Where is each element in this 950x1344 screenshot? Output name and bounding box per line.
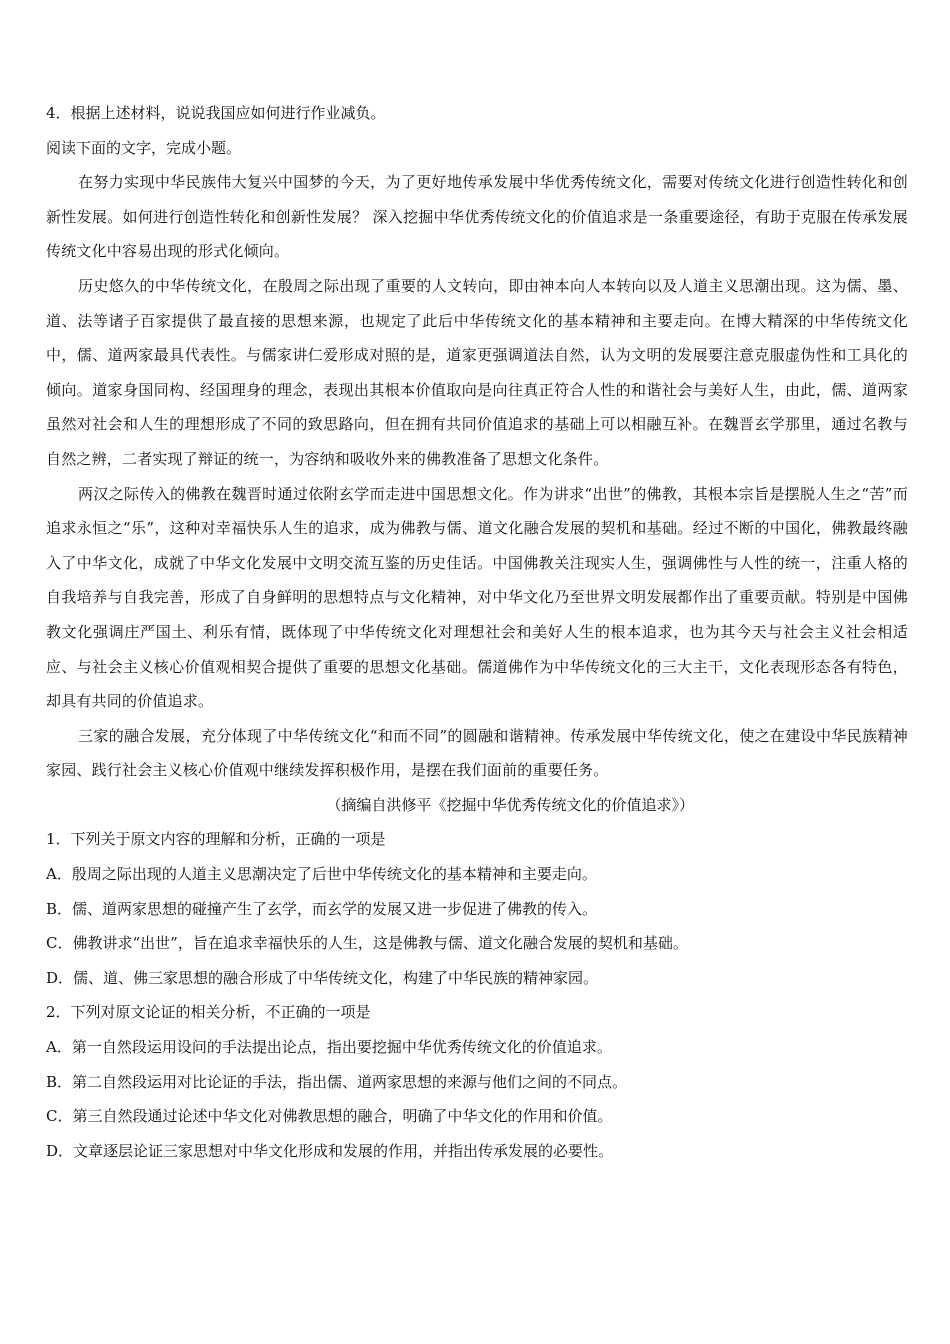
option-d: D．文章逐层论证三家思想对中华文化形成和发展的作用，并指出传承发展的必要性。: [46, 1141, 614, 1160]
option-c: C．第三自然段通过论述中华文化对佛教思想的融合，明确了中华文化的作用和价值。: [46, 1107, 613, 1126]
question-2: [46, 995, 908, 1168]
option-b: B．第二自然段运用对比论证的手法，指出儒、道两家思想的来源与他们之间的不同点。: [46, 1072, 628, 1091]
question-1: [46, 822, 908, 995]
option-b: B．儒、道两家思想的碰撞产生了玄学，而玄学的发展又进一步促进了佛教的传入。: [46, 899, 598, 918]
passage-paragraph-3: 两汉之际传入的佛教在魏晋时通过依附玄学而走进中国思想文化。作为讲求“出世”的佛教，其根本宗旨是摆脱人生之“苦”而追求永恒之“乐”，这种对幸福快乐人生的追求，成为佛教与儒、道文化融合发展的契机和基础。经过不断的中国化，佛教最终融入了中华文化，成就了中华文化发展中文明交流互鉴的历史佳话。中国佛教关注现实人生，强调佛性与人性的统一，注重人格的自我培养与自我完善，形成了自身鲜明的思想特点与文化精神，对中华文化乃至世界文明发展都作出了重要贡献。特别是中国佛教文化强调庄严国土、利乐有情，既体现了中华传统文化对理想社会和美好人生的根本追求，也为其今天与社会主义社会相适应、与社会主义核心价值观相契合提供了重要的思想文化基础。儒道佛作为中华传统文化的三大主干，文化表现形态各有特色，却具有共同的价值追求。: [46, 484, 908, 711]
question-stem: 2．下列对原文论证的相关分析，不正确的一项是: [46, 1003, 371, 1022]
passage-paragraph-2: 历史悠久的中华传统文化，在殷周之际出现了重要的人文转向，即由神本向人本转向以及人道主义思潮出现。这为儒、墨、道、法等诸子百家提供了最直接的思想来源，也规定了此后中华传统文化的基本精神和主要走向。在博大精深的中华传统文化中，儒、道两家最具代表性。与儒家讲仁爱形成对照的是，道家更强调道法自然，认为文明的发展要注意克服虚伪性和工具化的倾向。道家身国同构、经国理身的理念，表现出其根本价值取向是向往真正符合人性的和谐社会与美好人生，由此，儒、道两家虽然对社会和人生的理想形成了不同的致思路向，但在拥有共同价值追求的基础上可以相融互补。在魏晋玄学那里，通过名教与自然之辨，二者实现了辩证的统一，为容纳和吸收外来的佛教准备了思想文化条件。: [46, 276, 908, 468]
previous-question: 4．根据上述材料，说说我国应如何进行作业减负。: [46, 104, 386, 122]
option-a: A．第一自然段运用设问的手法提出论点，指出要挖掘中华优秀传统文化的价值追求。: [46, 1038, 612, 1057]
reading-instruction: 阅读下面的文字，完成小题。: [46, 138, 242, 157]
option-c: C．佛教讲求“出世”，旨在追求幸福快乐的人生，这是佛教与儒、道文化融合发展的契机和基础。: [46, 934, 688, 953]
passage-paragraph-4: 三家的融合发展，充分体现了中华传统文化“和而不同”的圆融和谐精神。传承发展中华传统文化，使之在建设中华民族精神家园、践行社会主义核心价值观中继续发挥积极作用，是摆在我们面前的重要任务。: [46, 726, 908, 780]
exam-page: [46, 96, 908, 1168]
question-stem: 1．下列关于原文内容的理解和分析，正确的一项是: [46, 830, 386, 849]
passage-paragraph-1: 在努力实现中华民族伟大复兴中国梦的今天，为了更好地传承发展中华优秀传统文化，需要对传统文化进行创造性转化和创新性发展。如何进行创造性转化和创新性发展？ 深入挖掘中华优秀传统文化的价值追求是一条重要途径，有助于克服在传承发展传统文化中容易出现的形式化倾向。: [46, 173, 908, 261]
option-d: D．儒、道、佛三家思想的融合形成了中华传统文化，构建了中华民族的精神家园。: [46, 968, 599, 987]
option-a: A．殷周之际出现的人道主义思潮决定了后世中华传统文化的基本精神和主要走向。: [46, 865, 597, 884]
passage-source: （摘编自洪修平《挖掘中华优秀传统文化的价值追求》）: [326, 795, 694, 814]
reading-passage: [46, 165, 908, 788]
